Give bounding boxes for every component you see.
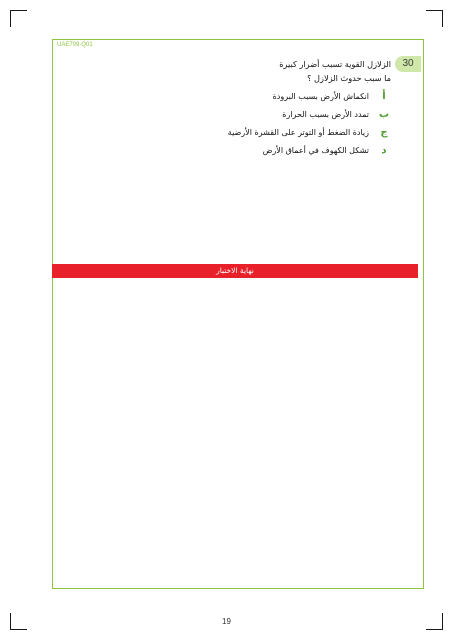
option-text: تشكل الكهوف في أعماق الأرض — [262, 145, 369, 155]
question-stem — [91, 57, 391, 85]
option-letter: ج — [380, 126, 388, 138]
question-stem-line-1: الزلازل القوية تسبب أضرار كبيرة — [279, 59, 391, 69]
option-letter: أ — [382, 90, 386, 102]
end-of-exam-bar: نهاية الاختبار — [52, 264, 418, 278]
option-text: تمدد الأرض بسبب الحرارة — [282, 109, 369, 119]
option-text: زيادة الضغط أو التوتر على القشرة الأرضية — [227, 127, 369, 137]
crop-mark-top-right — [426, 10, 443, 27]
option-text: انكماش الأرض بسبب البرودة — [272, 91, 369, 101]
question-code: UAE709-Q01 — [57, 42, 93, 48]
question-stem-line-2: ما سبب حدوث الزلازل ؟ — [307, 73, 391, 83]
option-letter: ب — [378, 108, 390, 120]
answer-option-c[interactable] — [91, 123, 391, 141]
page-number: 19 — [222, 617, 231, 626]
answer-option-d[interactable] — [91, 141, 391, 159]
answer-options — [91, 87, 391, 159]
question-number-badge: 30 — [395, 56, 421, 72]
answer-option-b[interactable] — [91, 105, 391, 123]
answer-option-a[interactable] — [91, 87, 391, 105]
option-letter: د — [381, 144, 387, 156]
crop-mark-top-left — [10, 10, 27, 27]
